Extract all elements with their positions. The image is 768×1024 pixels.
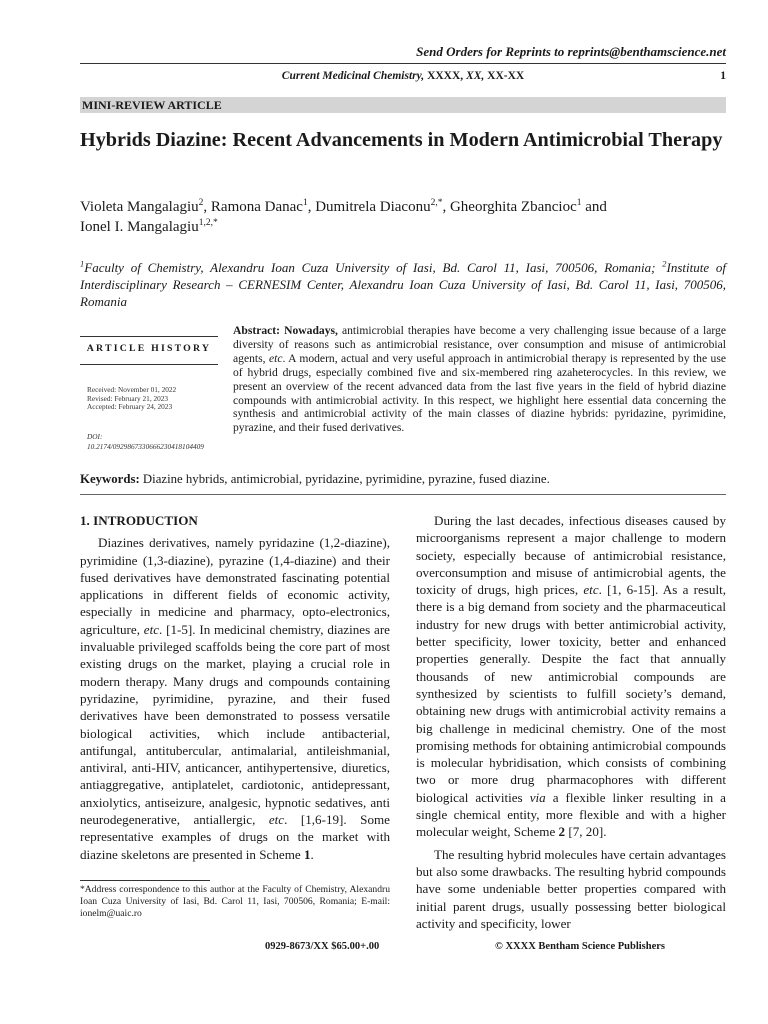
- author-name: Gheorghita Zbancioc: [449, 199, 577, 215]
- journal-name: Current Medicinal Chemistry,: [281, 70, 425, 82]
- intro-paragraph-1: Diazines derivatives, namely pyridazine (1,2-diazine), pyrimidine (1,3-diazine), pyrazine (1,4-diazine) and their fused derivatives have demonstrated fascinating potential applications in different fields of economic activity, especially in medicine and pharmacy, opto-electronics, agriculture, etc. [1-5]. In medicinal chemistry, diazines are invaluable privileged scaffolds being the core part of most existing drugs on the market, playing a crucial role in modern therapy. Many drugs and compounds containing pyridazine, pyrimidine, pyrazine, and their fused derivatives have been demonstrated to possess versatile biological activities, which include antibacterial, antifungal, antitubercular, antimalarial, antileishmanial, antiviral, anti-HIV, anticancer, antihypertensive, diuretics, antiaggregative, antiplatelet, cardiotonic, antidepressant, anxiolytics, antiseizure, analgesic, hypnotic sedatives, anti neurodegenerative, antiallergic, etc. [1,6-19]. Some representative examples of drugs on the market with diazine skeletons are presented in Scheme 1.: [80, 535, 390, 862]
- journal-citation: [80, 70, 726, 82]
- author-affiliation-sup: 2,*: [430, 198, 443, 208]
- keywords-rule: [80, 494, 726, 495]
- body-column-left: [80, 512, 390, 863]
- abstract-lead: Nowadays,: [284, 324, 338, 337]
- author-name: Dumitrela Diaconu: [315, 199, 431, 215]
- author-affiliation-sup: 1: [302, 198, 308, 208]
- author-name: Violeta Mangalagiu: [80, 199, 199, 215]
- accepted-date: Accepted: February 24, 2023: [87, 402, 173, 412]
- page-number: 1: [720, 70, 726, 82]
- author-affiliation-sup: 1,2,*: [198, 218, 218, 228]
- author-separator: ,: [203, 199, 211, 215]
- article-title: Hybrids Diazine: Recent Advancements in Modern Antimicrobial Therapy: [80, 129, 723, 151]
- abstract-label: Abstract:: [233, 324, 281, 337]
- journal-pages: XX-XX: [487, 70, 525, 82]
- author-list: [80, 197, 726, 237]
- history-dates: [87, 386, 176, 412]
- abstract-text-1: antimicrobial therapies have become a very challenging issue because of a large diversity of reasons such as antimicrobial resistance, over consumption and misuse of antimicrobial agents,: [233, 324, 726, 365]
- journal-issue: XX,: [466, 70, 485, 82]
- revised-date: Revised: February 21, 2023: [87, 393, 169, 403]
- affiliation-sup: 1: [80, 258, 85, 269]
- affiliation-2: Institute of Interdisciplinary Research – CERNESIM Center, Alexandru Ioan Cuza University of Iasi, Bd. Carol 11, Iasi, 700506, Romania: [80, 260, 727, 309]
- author-name: Ionel I. Mangalagiu: [80, 219, 199, 235]
- body-column-right: [416, 512, 726, 932]
- reprints-notice: Send Orders for Reprints to reprints@benthamscience.net: [416, 44, 726, 59]
- author-name: Ramona Danac: [210, 199, 303, 215]
- copyright: © XXXX Bentham Science Publishers: [495, 941, 666, 952]
- author-separator: ,: [307, 199, 316, 215]
- issn-price: 0929-8673/XX $65.00+.00: [265, 941, 380, 952]
- affiliation-sup: 2: [662, 258, 667, 269]
- keywords-text: Diazine hybrids, antimicrobial, pyridazine, pyrimidine, pyrazine, fused diazine.: [142, 472, 550, 486]
- article-type-band: MINI-REVIEW ARTICLE: [80, 97, 726, 113]
- correspondence-footnote: *Address correspondence to this author at the Faculty of Chemistry, Alexandru Ioan Cuza University of Iasi, Bd. Carol 11, Iasi, 700506, Romania; E-mail: ionelm@uaic.ro: [80, 884, 390, 919]
- scheme-ref[interactable]: 1: [303, 846, 311, 862]
- header-rule: [80, 63, 726, 64]
- section-heading-introduction: 1. INTRODUCTION: [80, 513, 198, 528]
- author-affiliation-sup: 2: [198, 198, 204, 208]
- keywords-label: Keywords:: [80, 472, 140, 486]
- article-history-heading: ARTICLE HISTORY: [86, 343, 212, 354]
- affiliation-1: Faculty of Chemistry, Alexandru Ioan Cuza University of Iasi, Bd. Carol 11, Iasi, 700506, Romania;: [84, 260, 656, 275]
- intro-paragraph-3: The resulting hybrid molecules have certain advantages but also some drawbacks. The resulting hybrid compounds have some undeniable better properties compared with initial parent drugs, usually possessing better biological activity and specificity, lower: [416, 846, 726, 931]
- scheme-ref[interactable]: 2: [558, 824, 566, 840]
- author-separator: and: [581, 199, 607, 215]
- abstract-etc: etc: [268, 351, 283, 365]
- history-rule-bottom: [80, 364, 218, 365]
- history-rule-top: [80, 336, 218, 337]
- footnote-rule: [80, 880, 210, 881]
- doi-link[interactable]: 10.2174/0929867330666230418104409: [87, 441, 204, 451]
- journal-volume: XXXX,: [427, 70, 464, 82]
- doi-block: [87, 432, 204, 451]
- author-separator: ,: [442, 199, 450, 215]
- keywords: [80, 472, 726, 487]
- received-date: Received: November 01, 2022: [87, 385, 177, 394]
- author-affiliation-sup: 1: [576, 198, 582, 208]
- abstract-text-2: . A modern, actual and very useful approach in antimicrobial therapy is represented by the use of hybrid drugs, especially combined five and six-membered ring azaheterocycles. In this review, we present an overview of the recent advanced data from the last five years in the field of hybrid diazine compounds with antimicrobial activity. In this respect, we highlight here essential data concerning the synthesis and antimicrobial activity of the main classes of diazine hybrids: pyridazine, pyrimidine, pyrazine, and their fused derivatives.: [233, 351, 726, 435]
- affiliations: [80, 259, 726, 310]
- abstract: [233, 324, 726, 435]
- intro-paragraph-2: During the last decades, infectious diseases caused by microorganisms represent a major challenge to modern society, especially because of antimicrobial resistance, overconsumption and misuse of antimicrobial agents, the toxicity of drugs, high prices, etc. [1, 6-15]. As a result, there is a big demand from society and the pharmaceutical industry for new drugs with better antimicrobial activity, better specificity, lower toxicity, better and enhanced properties generally. Despite the fact that annually thousands of new antimicrobial compounds are synthesized by scientists to fulfill society’s demand, obtaining new drugs with antimicrobial activity remains a big challenge in medicinal chemistry. One of the most promising methods for obtaining antimicrobial compounds is molecular hybridisation, which consists of combining two or more drug pharmacophores with different biological activities via a flexible linker resulting in a single chemical entity, more flexible and with a higher molecular weight, Scheme 2 [7, 20].: [416, 513, 726, 840]
- doi-label: DOI:: [87, 432, 103, 441]
